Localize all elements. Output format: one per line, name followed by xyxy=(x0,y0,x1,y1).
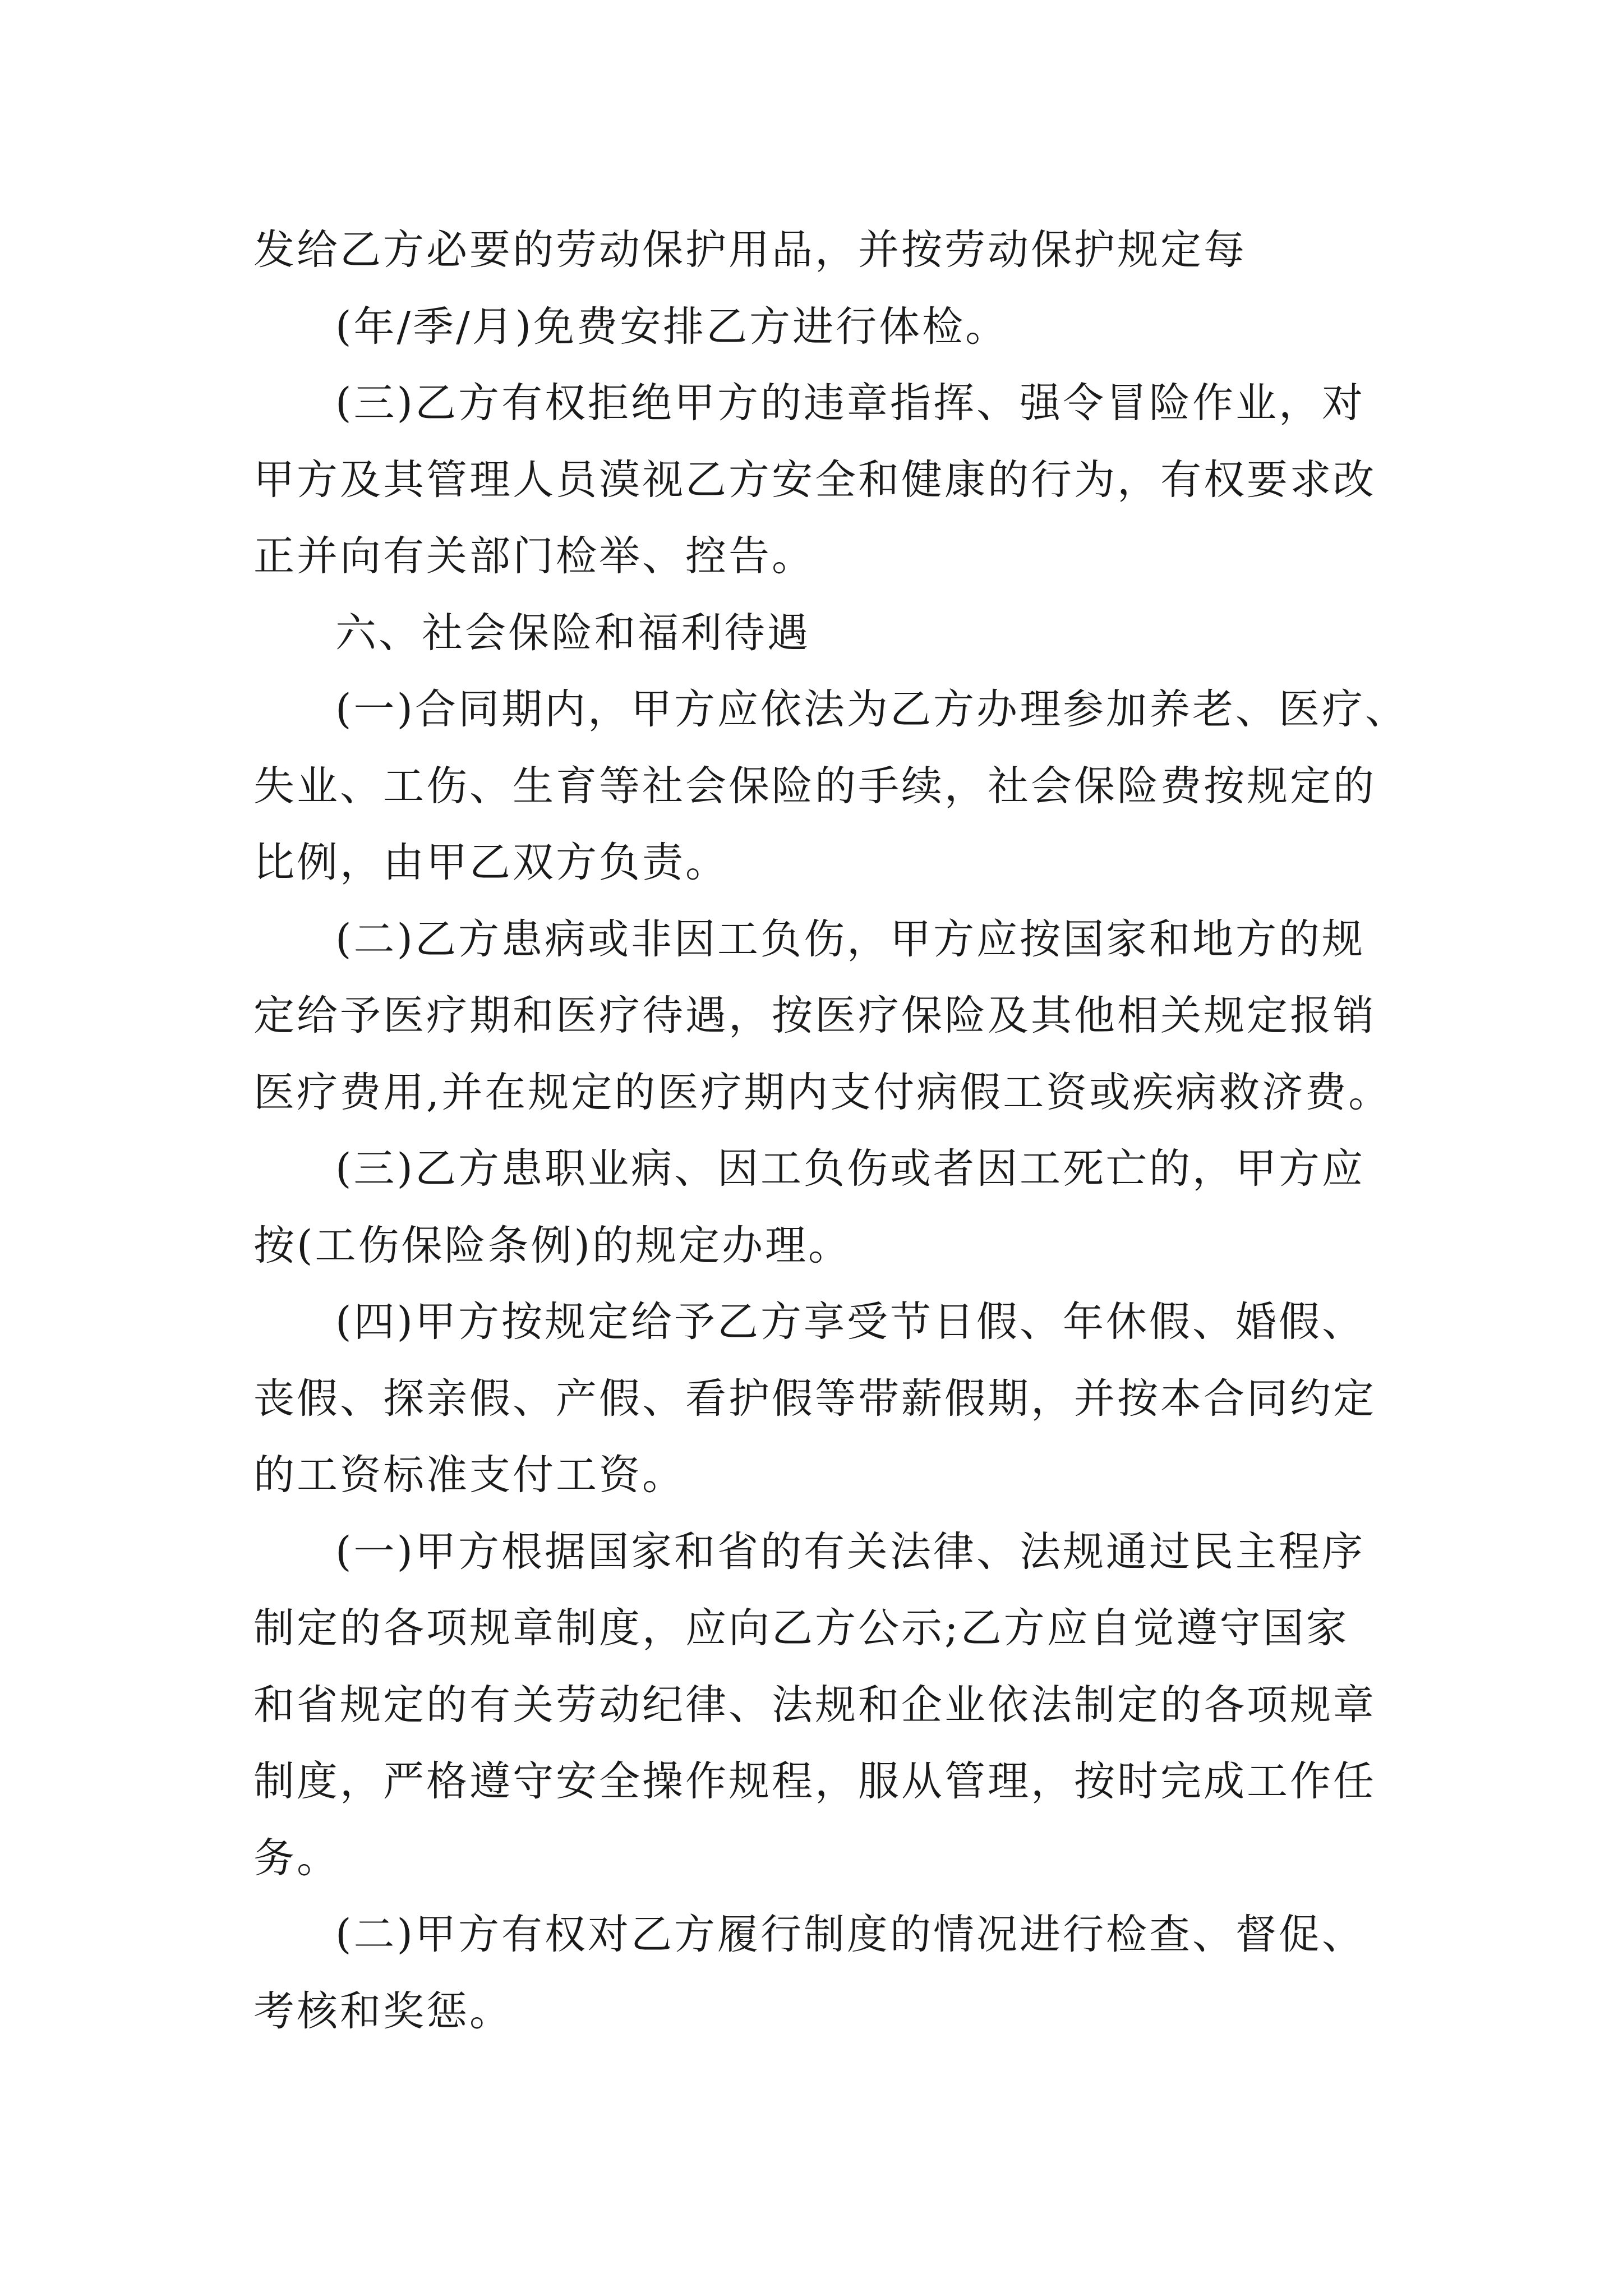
text-line: 的工资标准支付工资。 xyxy=(253,1451,685,1499)
text-line: (一)甲方根据国家和省的有关法律、法规通过民主程序 xyxy=(335,1527,1365,1576)
text-line: (三)乙方有权拒绝甲方的违章指挥、强令冒险作业，对 xyxy=(335,379,1365,427)
document-body xyxy=(253,212,1408,2050)
text-line: 务。 xyxy=(253,1834,340,1882)
text-line: 定给予医疗期和医疗待遇，按医疗保险及其他相关规定报销 xyxy=(253,992,1376,1039)
text-line: 正并向有关部门检举、控告。 xyxy=(253,532,815,580)
text-line: 比例，由甲乙双方负责。 xyxy=(253,839,728,886)
section-heading: 六、社会保险和福利待遇 xyxy=(335,609,810,657)
text-line: (一)合同期内，甲方应依法为乙方办理参加养老、医疗、 xyxy=(335,685,1408,733)
text-line: 医疗费用,并在规定的医疗期内支付病假工资或疾病救济费。 xyxy=(253,1068,1392,1116)
text-line: (二)乙方患病或非因工负伤，甲方应按国家和地方的规 xyxy=(335,915,1365,963)
text-line: (年/季/月)免费安排乙方进行体检。 xyxy=(335,302,1009,351)
text-line: 按(工伤保险条例)的规定办理。 xyxy=(253,1221,851,1269)
text-line: 和省规定的有关劳动纪律、法规和企业依法制定的各项规章 xyxy=(253,1681,1376,1729)
text-line: 制定的各项规章制度，应向乙方公示;乙方应自觉遵守国家 xyxy=(253,1604,1349,1652)
text-line: (二)甲方有权对乙方履行制度的情况进行检查、督促、 xyxy=(335,1911,1365,1958)
text-line: 发给乙方必要的劳动保护用品，并按劳动保护规定每 xyxy=(253,226,1247,274)
text-line: (三)乙方患职业病、因工负伤或者因工死亡的，甲方应 xyxy=(335,1145,1365,1193)
text-line: (四)甲方按规定给予乙方享受节日假、年休假、婚假、 xyxy=(335,1298,1365,1346)
text-line: 丧假、探亲假、产假、看护假等带薪假期，并按本合同约定 xyxy=(253,1374,1376,1423)
text-line: 失业、工伤、生育等社会保险的手续，社会保险费按规定的 xyxy=(253,762,1376,810)
text-line: 制度，严格遵守安全操作规程，服从管理，按时完成工作任 xyxy=(253,1757,1376,1805)
text-line: 考核和奖惩。 xyxy=(253,1987,513,2035)
text-line: 甲方及其管理人员漠视乙方安全和健康的行为，有权要求改 xyxy=(253,455,1376,504)
